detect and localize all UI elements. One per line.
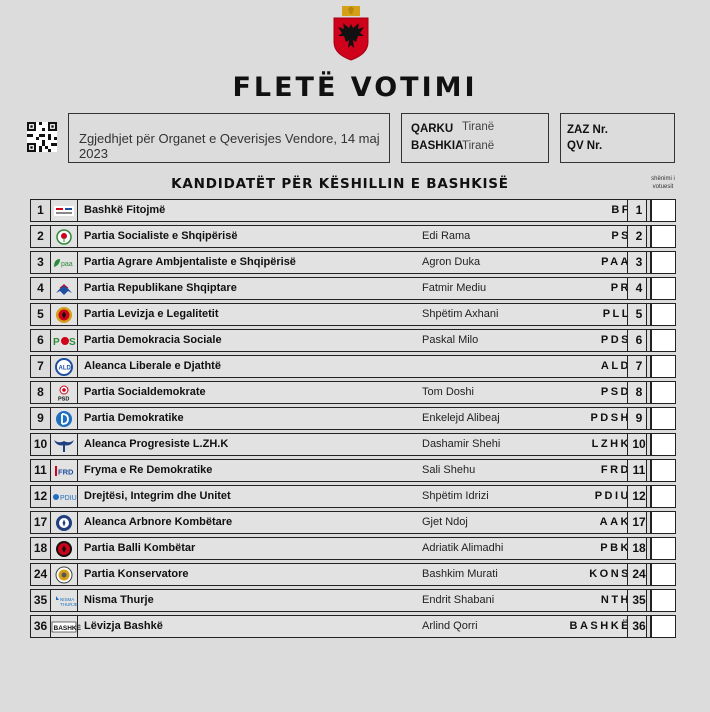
party-abbreviation: BASHKË (569, 620, 631, 632)
svg-text:paa: paa (61, 260, 73, 268)
candidate-info (50, 511, 647, 534)
candidate-number: 12 (30, 485, 51, 508)
party-abbreviation: KONS (589, 568, 631, 580)
vote-checkbox[interactable] (651, 303, 676, 326)
vote-checkbox[interactable] (651, 563, 676, 586)
candidate-info (50, 459, 647, 482)
party-name: Partia Agrare Ambjentaliste e Shqipërisë (84, 256, 296, 268)
party-leader: Shpëtim Idrizi (422, 490, 489, 502)
zaz-box (560, 113, 675, 163)
bashkia-label: BASHKIA (411, 140, 464, 152)
svg-text:NISMA: NISMA (60, 596, 75, 602)
party-name: Partia Socialdemokrate (84, 386, 206, 398)
lzhk-eagle-logo-icon (51, 434, 78, 455)
vote-checkbox[interactable] (651, 407, 676, 430)
candidate-number: 1 (30, 199, 51, 222)
nth-logo-icon (51, 590, 78, 611)
vote-checkbox[interactable] (651, 615, 676, 638)
candidate-number-right: 35 (627, 589, 651, 612)
psd-logo-icon (51, 382, 78, 403)
candidate-row (30, 511, 676, 534)
vote-checkbox[interactable] (651, 433, 676, 456)
candidate-info (50, 329, 647, 352)
bashke-logo-icon (51, 616, 81, 637)
zaz-label: ZAZ Nr. (567, 124, 608, 136)
candidate-row (30, 563, 676, 586)
candidate-info (50, 199, 647, 222)
party-name: Partia Demokracia Sociale (84, 334, 222, 346)
ald-logo-icon (51, 356, 78, 377)
candidate-number-right: 12 (627, 485, 651, 508)
candidate-row (30, 433, 676, 456)
aak-logo-icon (51, 512, 78, 533)
voter-mark-note: shënimi i votuesit (651, 176, 675, 190)
candidate-info (50, 251, 647, 274)
candidate-row (30, 589, 676, 612)
party-abbreviation: PAA (601, 256, 631, 268)
party-name: Lëvizja Bashkë (84, 620, 163, 632)
paa-leaf-logo-icon (51, 252, 78, 273)
candidate-info (50, 485, 647, 508)
party-name: Aleanca Liberale e Djathtë (84, 360, 221, 372)
ballot-title: FLETË VOTIMI (232, 72, 478, 103)
candidate-number: 7 (30, 355, 51, 378)
party-abbreviation: PDSH (590, 412, 631, 424)
candidate-row (30, 537, 676, 560)
vote-checkbox[interactable] (651, 329, 676, 352)
svg-text:THURJE: THURJE (60, 601, 78, 607)
party-abbreviation: FRD (600, 464, 631, 476)
party-leader: Fatmir Mediu (422, 282, 487, 294)
party-name: Partia Socialiste e Shqipërisë (84, 230, 238, 242)
candidate-row (30, 485, 676, 508)
bashkia-value: Tiranë (462, 140, 495, 152)
candidate-number-right: 1 (627, 199, 651, 222)
svg-text:FRD: FRD (58, 467, 74, 476)
candidate-row (30, 459, 676, 482)
party-abbreviation: BF (611, 204, 631, 216)
vote-checkbox[interactable] (651, 277, 676, 300)
candidate-number-right: 2 (627, 225, 651, 248)
candidate-row (30, 329, 676, 352)
party-name: Aleanca Progresiste L.ZH.K (84, 438, 229, 450)
candidate-row (30, 303, 676, 326)
candidate-row (30, 225, 676, 248)
vote-checkbox[interactable] (651, 459, 676, 482)
pds-logo-icon (51, 330, 78, 351)
party-abbreviation: PDIU (594, 490, 631, 502)
party-abbreviation: PDS (600, 334, 631, 346)
candidate-number-right: 6 (627, 329, 651, 352)
pd-logo-icon (51, 408, 78, 429)
candidate-number-right: 9 (627, 407, 651, 430)
election-info: Zgjedhjet për Organet e Qeverisjes Vendore, 14 maj 2023 (79, 131, 380, 161)
qarku-value: Tiranë (462, 121, 495, 133)
svg-text:P: P (53, 336, 60, 348)
svg-text:BASHKË: BASHKË (53, 624, 81, 632)
candidate-number-right: 36 (627, 615, 651, 638)
party-leader: Gjet Ndoj (422, 516, 468, 528)
party-leader: Sali Shehu (422, 464, 476, 476)
vote-checkbox[interactable] (651, 251, 676, 274)
candidate-info (50, 381, 647, 404)
candidate-info (50, 433, 647, 456)
candidate-info (50, 407, 647, 430)
qr-code-icon (27, 122, 57, 152)
party-abbreviation: PLL (602, 308, 631, 320)
ballot-subtitle: KANDIDATËT PËR KËSHILLIN E BASHKISË (171, 176, 509, 192)
pbk-logo-icon (51, 538, 78, 559)
vote-checkbox[interactable] (651, 381, 676, 404)
candidate-number: 18 (30, 537, 51, 560)
frd-logo-icon (51, 460, 78, 481)
candidate-number-right: 7 (627, 355, 651, 378)
candidate-number-right: 18 (627, 537, 651, 560)
candidate-info (50, 589, 647, 612)
party-name: Bashkë Fitojmë (84, 204, 166, 216)
candidate-number-right: 24 (627, 563, 651, 586)
region-box (401, 113, 549, 163)
candidate-info (50, 225, 647, 248)
candidate-row (30, 251, 676, 274)
party-leader: Endrit Shabani (422, 594, 495, 606)
candidate-row (30, 407, 676, 430)
party-abbreviation: PR (610, 282, 631, 294)
candidate-number: 36 (30, 615, 51, 638)
party-name: Fryma e Re Demokratike (84, 464, 213, 476)
candidate-number-right: 4 (627, 277, 651, 300)
candidate-row (30, 277, 676, 300)
vote-checkbox[interactable] (651, 225, 676, 248)
candidate-number-right: 11 (627, 459, 651, 482)
party-name: Partia Levizja e Legalitetit (84, 308, 219, 320)
party-abbreviation: ALD (600, 360, 631, 372)
ps-rose-logo-icon (51, 226, 78, 247)
candidate-number-right: 10 (627, 433, 651, 456)
svg-text:PSD: PSD (58, 396, 70, 402)
party-abbreviation: PS (611, 230, 631, 242)
candidate-number: 4 (30, 277, 51, 300)
party-leader: Edi Rama (422, 230, 471, 242)
svg-text:ALD: ALD (58, 365, 71, 371)
party-name: Partia Balli Kombëtar (84, 542, 196, 554)
pr-eagle-logo-icon (51, 278, 78, 299)
candidate-row (30, 381, 676, 404)
party-leader: Paskal Milo (422, 334, 479, 346)
candidate-row (30, 199, 676, 222)
svg-text:PDIU: PDIU (60, 494, 77, 502)
candidate-number: 17 (30, 511, 51, 534)
candidate-number: 35 (30, 589, 51, 612)
qarku-label: QARKU (411, 123, 454, 135)
pll-crest-logo-icon (51, 304, 78, 325)
party-leader: Enkelejd Alibeaj (422, 412, 500, 424)
party-abbreviation: PSD (600, 386, 631, 398)
party-name: Nisma Thurje (84, 594, 154, 606)
party-leader: Dashamir Shehi (422, 438, 501, 450)
candidate-number: 9 (30, 407, 51, 430)
candidate-number: 2 (30, 225, 51, 248)
vote-checkbox[interactable] (651, 485, 676, 508)
candidate-info (50, 303, 647, 326)
bf-logo-icon (51, 200, 78, 221)
party-abbreviation: NTH (600, 594, 631, 606)
candidate-info (50, 563, 647, 586)
candidate-number: 8 (30, 381, 51, 404)
party-name: Aleanca Arbnore Kombëtare (84, 516, 233, 528)
candidate-number: 6 (30, 329, 51, 352)
party-name: Partia Konservatore (84, 568, 189, 580)
candidate-number-right: 5 (627, 303, 651, 326)
vote-checkbox[interactable] (651, 537, 676, 560)
candidate-info (50, 277, 647, 300)
vote-checkbox[interactable] (651, 199, 676, 222)
party-leader: Adriatik Alimadhi (422, 542, 504, 554)
candidate-number: 11 (30, 459, 51, 482)
party-name: Partia Demokratike (84, 412, 184, 424)
candidate-number-right: 8 (627, 381, 651, 404)
party-name: Drejtësi, Integrim dhe Unitet (84, 490, 231, 502)
candidate-number-right: 17 (627, 511, 651, 534)
kons-logo-icon (51, 564, 78, 585)
candidate-info (50, 537, 647, 560)
party-leader: Agron Duka (422, 256, 481, 268)
election-info-box (68, 113, 390, 163)
vote-checkbox[interactable] (651, 589, 676, 612)
party-abbreviation: LZHK (591, 438, 631, 450)
candidate-row (30, 615, 676, 638)
vote-checkbox[interactable] (651, 511, 676, 534)
candidate-number: 24 (30, 563, 51, 586)
candidate-info (50, 355, 647, 378)
candidate-number-right: 3 (627, 251, 651, 274)
candidate-number: 10 (30, 433, 51, 456)
pdiu-logo-icon (51, 486, 78, 507)
albania-emblem-icon (333, 6, 369, 60)
party-leader: Shpëtim Axhani (422, 308, 499, 320)
party-abbreviation: PBK (600, 542, 631, 554)
qv-label: QV Nr. (567, 140, 603, 152)
candidate-number: 5 (30, 303, 51, 326)
party-leader: Tom Doshi (422, 386, 474, 398)
vote-checkbox[interactable] (651, 355, 676, 378)
party-abbreviation: AAK (599, 516, 631, 528)
party-leader: Bashkim Murati (422, 568, 498, 580)
candidate-number: 3 (30, 251, 51, 274)
svg-text:S: S (69, 336, 76, 348)
candidate-row (30, 355, 676, 378)
candidate-info (50, 615, 647, 638)
party-leader: Arlind Qorri (422, 620, 478, 632)
party-name: Partia Republikane Shqiptare (84, 282, 237, 294)
